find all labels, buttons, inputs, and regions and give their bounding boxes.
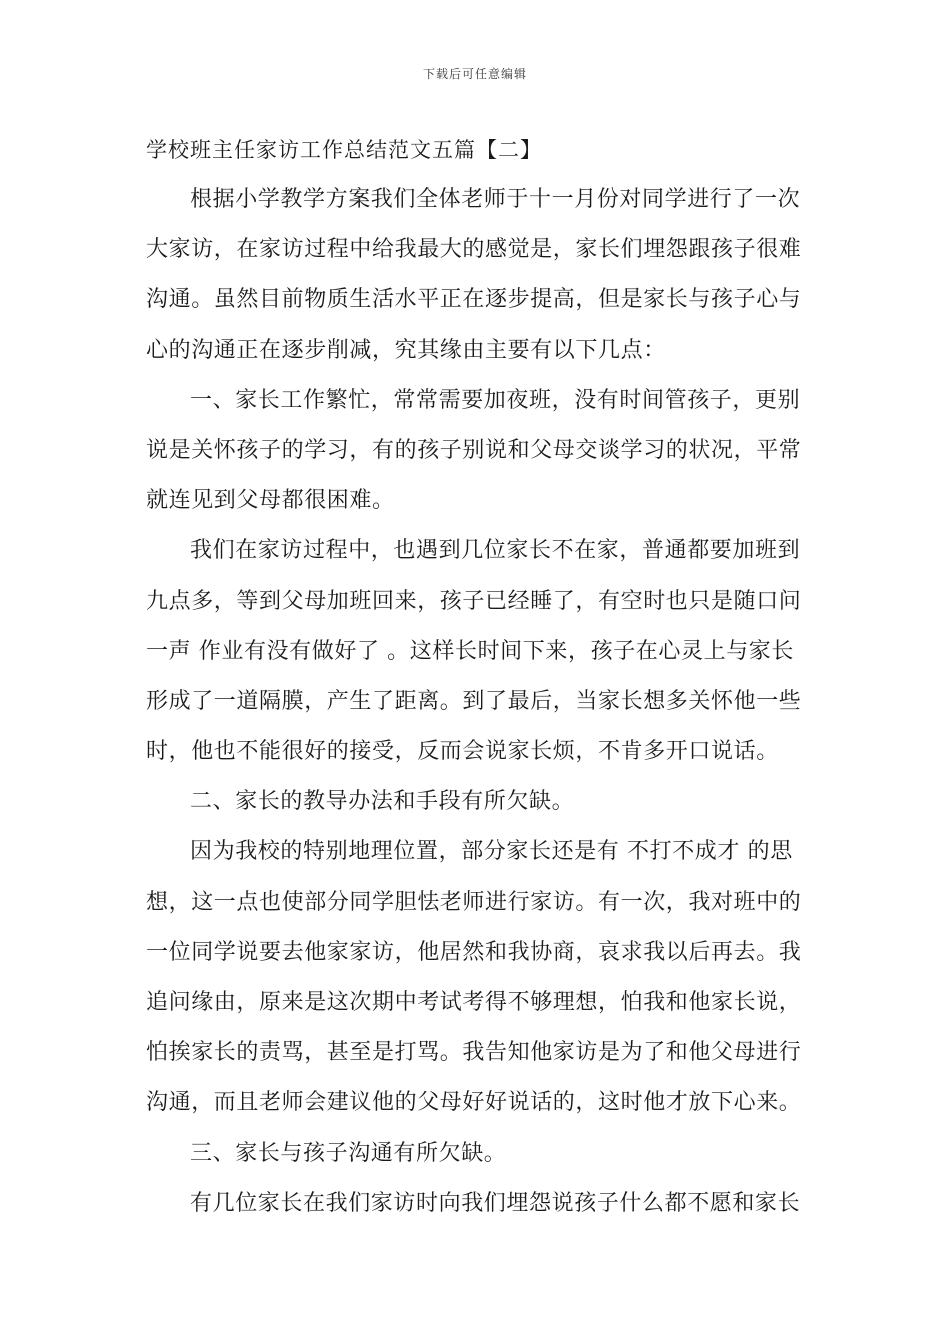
text-line: 追问缘由，原来是这次期中考试考得不够理想，怕我和他家长说， [146, 990, 802, 1015]
text-line: 九点多，等到父母加班回来，孩子已经睡了，有空时也只是随口问 [146, 588, 802, 614]
text-line: 沟通。虽然目前物质生活水平正在逐步提高，但是家长与孩子心与 [146, 287, 802, 313]
text-line: 形成了一道隔膜，产生了距离。到了最后，当家长想多关怀他一些 [146, 688, 802, 714]
text-line: 根据小学教学方案我们全体老师于十一月份对同学进行了一次 [190, 187, 801, 212]
text-line: 心的沟通正在逐步削减，究其缘由主要有以下几点： [146, 337, 666, 363]
document-title: 学校班主任家访工作总结范文五篇【二】 [146, 138, 542, 162]
text-line: 沟通，而且老师会建议他的父母好好说话的，这时他才放下心来。 [146, 1090, 802, 1116]
text-line: 我们在家访过程中，也遇到几位家长不在家，普通都要加班到 [190, 538, 801, 564]
text-line: 时，他也不能很好的接受，反而会说家长烦，不肯多开口说话。 [146, 739, 779, 765]
text-line: 三、家长与孩子沟通有所欠缺。 [190, 1140, 507, 1166]
text-line: 一位同学说要去他家家访，他居然和我协商，哀求我以后再去。我 [146, 939, 802, 965]
text-line: 大家访，在家访过程中给我最大的感觉是，家长们埋怨跟孩子很难 [146, 237, 802, 263]
text-line: 一声 作业有没有做好了 。这样长时间下来，孩子在心灵上与家长 [146, 638, 794, 664]
document-body [146, 180, 806, 1234]
text-line: 二、家长的教导办法和手段有所欠缺。 [190, 789, 575, 815]
text-line: 一、家长工作繁忙，常常需要加夜班，没有时间管孩子，更别 [190, 387, 801, 413]
text-line: 想，这一点也使部分同学胆怯老师进行家访。有一次，我对班中的 [146, 889, 802, 915]
text-line: 怕挨家长的责骂，甚至是打骂。我告知他家访是为了和他父母进行 [146, 1040, 802, 1066]
text-line: 说是关怀孩子的学习，有的孩子别说和父母交谈学习的状况，平常 [146, 437, 802, 463]
text-line: 有几位家长在我们家访时向我们埋怨说孩子什么都不愿和家长 [190, 1190, 801, 1216]
header-note: 下载后可任意编辑 [422, 67, 527, 81]
text-line: 就连见到父母都很困难。 [146, 488, 395, 514]
text-line: 因为我校的特别地理位置，部分家长还是有 不打不成才 的思 [190, 839, 793, 865]
